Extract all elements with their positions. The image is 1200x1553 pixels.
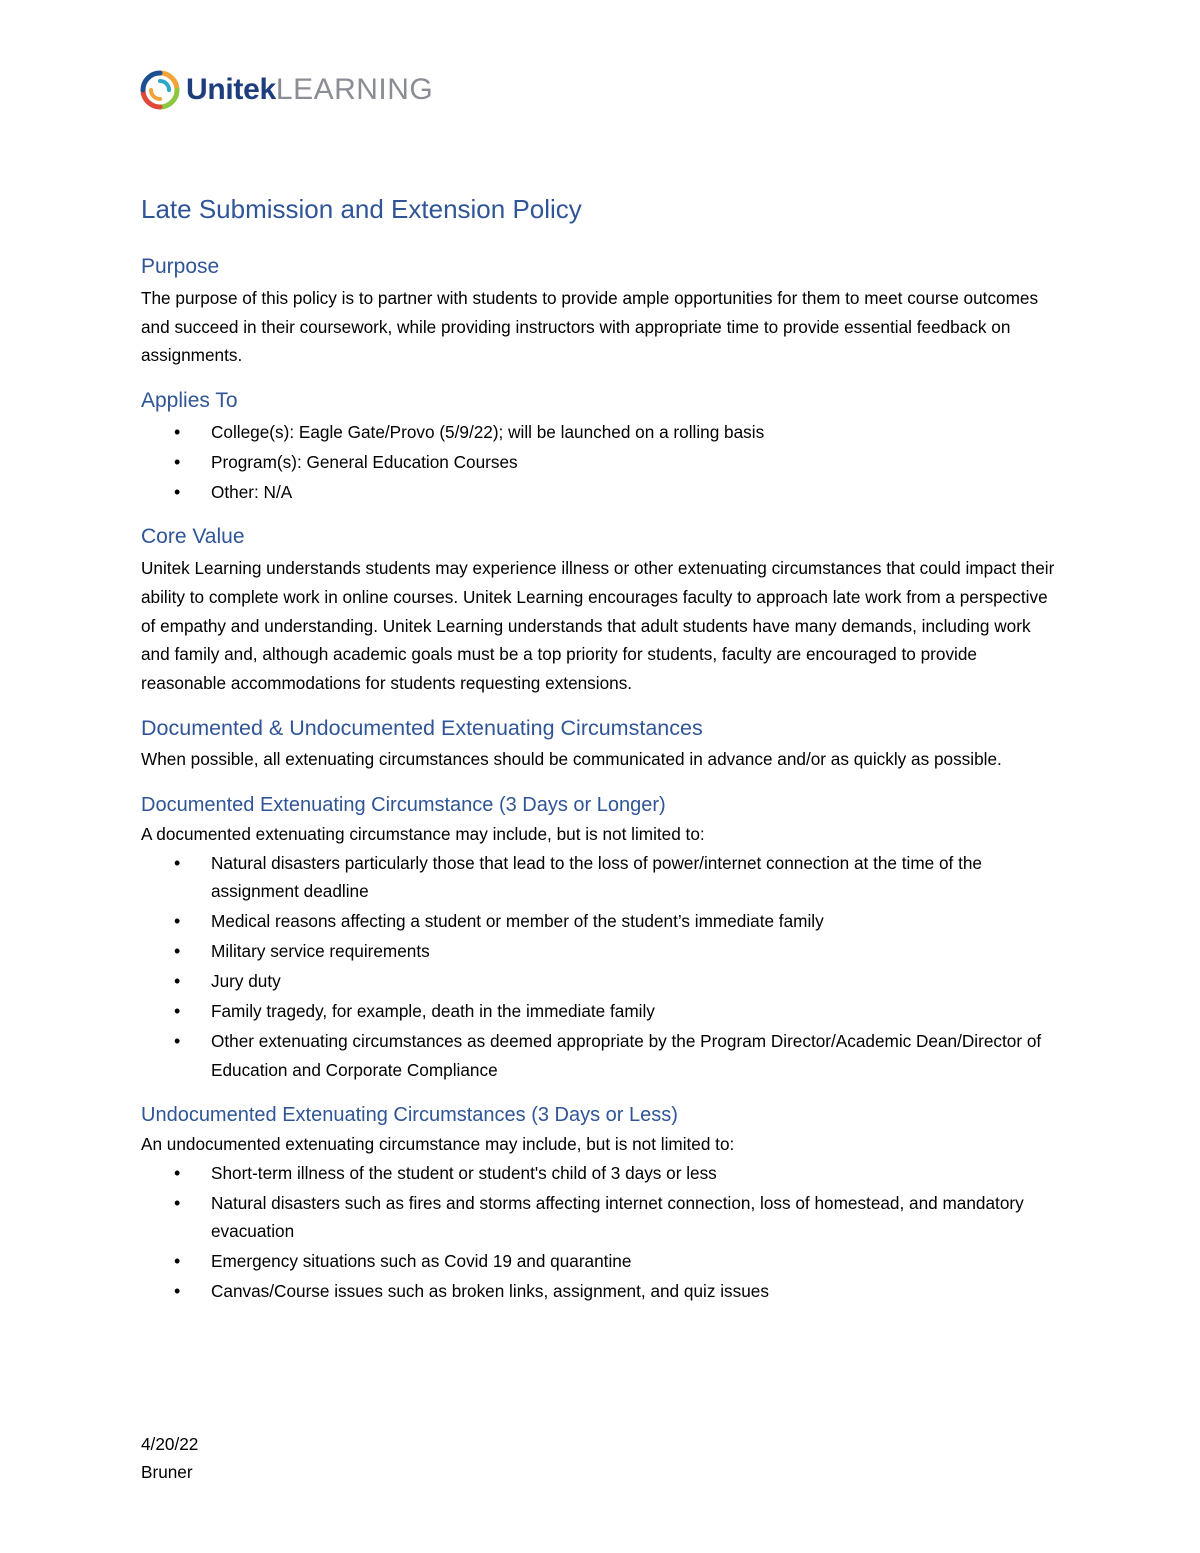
purpose-text: The purpose of this policy is to partner with students to provide ample opportunities for them to meet course outcomes and succeed in their coursework, while providing instructors with appropriate time to provide essential feedback on assignments.	[141, 288, 1039, 366]
undocumented-list	[141, 1159, 1061, 1306]
applies-to-list	[141, 418, 1061, 507]
unitek-learning-logo	[140, 68, 433, 112]
core-value-section	[141, 522, 1061, 697]
undocumented-section	[141, 1100, 1061, 1306]
list-item: • Emergency situations such as Covid 19 and quarantine	[141, 1247, 1061, 1276]
list-item: • Other extenuating circumstances as deemed appropriate by the Program Director/Academic Dean/Director of Education and Corporate Compliance	[141, 1027, 1061, 1084]
footer	[141, 1430, 198, 1486]
list-item: • Canvas/Course issues such as broken links, assignment, and quiz issues	[141, 1277, 1061, 1306]
circumstances-section	[141, 713, 1061, 774]
page-title: Late Submission and Extension Policy	[141, 194, 582, 224]
applies-to-section	[141, 386, 1061, 507]
list-item: • College(s): Eagle Gate/Provo (5/9/22); will be launched on a rolling basis	[141, 418, 1061, 447]
list-item: • Military service requirements	[141, 937, 1061, 966]
list-item: • Natural disasters particularly those that lead to the loss of power/internet connection at the time of the assignment deadline	[141, 849, 1061, 906]
footer-date: 4/20/22	[141, 1434, 199, 1454]
circumstances-text: When possible, all extenuating circumstances should be communicated in advance and/or as quickly as possible.	[141, 749, 1002, 770]
documented-heading: Documented Extenuating Circumstance (3 Days or Longer)	[141, 793, 666, 816]
logo-sub: LEARNING	[275, 73, 434, 106]
policy-content	[141, 190, 1061, 1322]
applies-to-heading: Applies To	[141, 388, 238, 412]
documented-list	[141, 849, 1061, 1085]
list-item: • Family tragedy, for example, death in the immediate family	[141, 997, 1061, 1026]
undocumented-intro: An undocumented extenuating circumstance may include, but is not limited to:	[141, 1134, 735, 1155]
purpose-section	[141, 252, 1061, 370]
purpose-heading: Purpose	[141, 255, 220, 278]
undocumented-heading: Undocumented Extenuating Circumstances (3 Days or Less)	[141, 1104, 678, 1127]
unitek-swirl-icon	[140, 70, 180, 110]
footer-author: Bruner	[141, 1462, 193, 1482]
list-item: • Jury duty	[141, 967, 1061, 996]
core-value-heading: Core Value	[141, 525, 245, 549]
list-item: • Other: N/A	[141, 478, 1061, 507]
list-item: • Natural disasters such as fires and storms affecting internet connection, loss of homestead, and mandatory evacuation	[141, 1189, 1061, 1246]
circumstances-heading: Documented & Undocumented Extenuating Circumstances	[141, 716, 703, 741]
logo-wordmark	[186, 75, 433, 105]
documented-intro: A documented extenuating circumstance may include, but is not limited to:	[141, 823, 705, 844]
logo-brand: Unitek	[186, 73, 276, 106]
core-value-text: Unitek Learning understands students may experience illness or other extenuating circumstances that could impact their ability to complete work in online courses. Unitek Learning encourages faculty to approach late work from a perspective of empathy and understanding. Unitek Learning understands that adult students have many demands, including work and family and, although academic goals must be a top priority for students, faculty are encouraged to provide reasonable accommodations for students requesting extensions.	[141, 558, 1055, 693]
list-item: • Medical reasons affecting a student or member of the student’s immediate family	[141, 907, 1061, 936]
list-item: • Short-term illness of the student or student's child of 3 days or less	[141, 1159, 1061, 1188]
documented-section	[141, 790, 1061, 1084]
list-item: • Program(s): General Education Courses	[141, 448, 1061, 477]
